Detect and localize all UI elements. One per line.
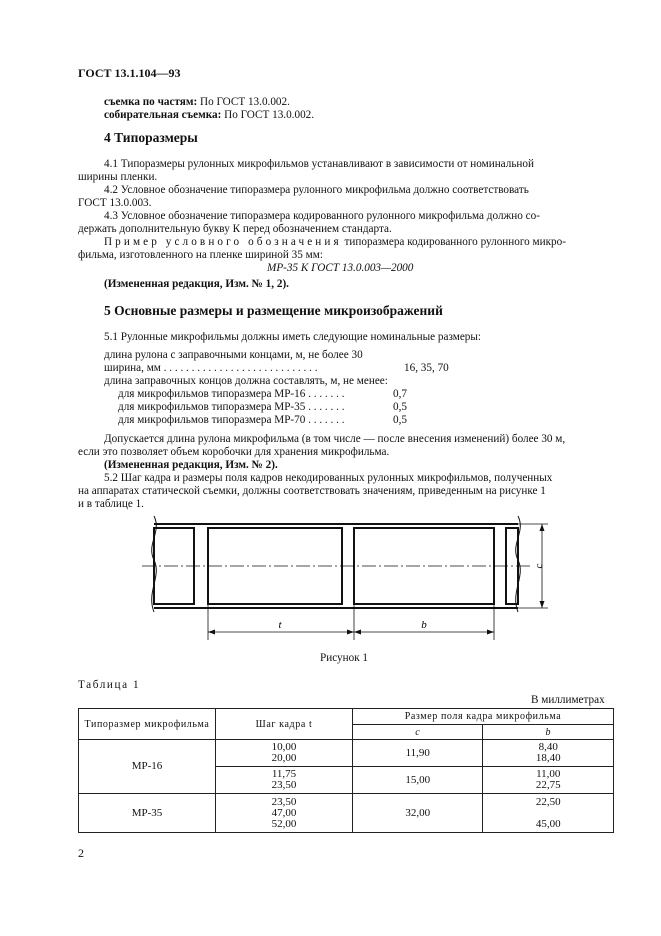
example-code: МР-35 К ГОСТ 13.0.003—2000 <box>267 262 414 274</box>
col-header-field: Размер поля кадра микрофильма <box>353 709 614 725</box>
cell-type: МР-16 <box>79 740 216 794</box>
col-header-type: Типоразмер микрофильма <box>79 709 216 740</box>
cell-steps: 11,75 23,50 <box>216 767 353 794</box>
dimension-label-t: t <box>278 619 282 631</box>
width-label: ширина, мм . . . . . . . . . . . . . . . . . . . . . . . . . . . . <box>104 362 318 374</box>
cell-c: 11,90 <box>353 740 483 767</box>
para-4-3-line-1: 4.3 Условное обозначение типоразмера кодированного рулонного микрофильма должно со- <box>104 210 540 222</box>
allow-line-1: Допускается длина рулона микрофильма (в том числе — после внесения изменений) более 30 м, <box>104 433 566 445</box>
cell-b: 8,40 18,40 <box>483 740 614 767</box>
para-5-2-line-3: и в таблице 1. <box>78 498 144 510</box>
intro-text-2: По ГОСТ 13.0.002. <box>221 109 315 121</box>
page-number: 2 <box>78 846 84 860</box>
section-4-heading: 4 Типоразмеры <box>104 130 198 145</box>
intro-line-1 <box>104 96 290 109</box>
para-5-2-line-1: 5.2 Шаг кадра и размеры поля кадров некодированных рулонных микрофильмов, полученных <box>104 472 553 484</box>
roll-length-label: длина рулона с заправочными концами, м, не более <box>104 349 349 361</box>
section-4-revision: (Измененная редакция, Изм. № 1, 2). <box>104 278 289 290</box>
table-1 <box>78 708 614 833</box>
mp16-value: 0,7 <box>393 388 407 400</box>
roll-length-value: 30 <box>351 349 363 361</box>
para-4-2-line-2: ГОСТ 13.0.003. <box>78 197 152 209</box>
col-header-b: b <box>483 725 614 740</box>
mp35-label: для микрофильмов типоразмера МР-35 . . . . . . . <box>118 401 345 413</box>
intro-line-2 <box>104 109 314 122</box>
cell-type: МР-35 <box>79 794 216 833</box>
section-5-revision: (Измененная редакция, Изм. № 2). <box>104 459 278 471</box>
intro-text-1: По ГОСТ 13.0.002. <box>197 96 290 108</box>
section-5-heading: 5 Основные размеры и размещение микроизображений <box>104 303 443 318</box>
table-row <box>79 740 614 767</box>
example-line-1 <box>104 236 566 249</box>
para-4-3-line-2: держать дополнительную букву К перед обозначением стандарта. <box>78 223 392 235</box>
width-value: 16, 35, 70 <box>404 362 449 374</box>
film-frame-figure <box>140 512 560 644</box>
col-header-c: c <box>353 725 483 740</box>
mp35-value: 0,5 <box>393 401 407 413</box>
roll-length-row <box>104 349 363 362</box>
cell-steps: 10,00 20,00 <box>216 740 353 767</box>
leader-label: длина заправочных концов должна составлять, м, не менее: <box>104 375 388 387</box>
document-header: ГОСТ 13.1.104—93 <box>78 66 181 80</box>
para-4-2-line-1: 4.2 Условное обозначение типоразмера рулонного микрофильма должно соответствовать <box>104 184 529 196</box>
para-5-2-line-2: на аппаратах статической съемки, должны соответствовать значениям, приведенным на рисунке 1 <box>78 485 546 497</box>
table-units: В миллиметрах <box>531 694 605 706</box>
example-spaced-label: Пример условного обозначения <box>104 236 342 248</box>
table-title: Таблица 1 <box>78 679 141 691</box>
width-row <box>104 362 318 375</box>
mp16-label: для микрофильмов типоразмера МР-16 . . . . . . . <box>118 388 345 400</box>
para-4-1-line-2: ширины пленки. <box>78 171 158 183</box>
table-row <box>79 794 614 833</box>
cell-steps: 23,50 47,00 52,00 <box>216 794 353 833</box>
allow-line-2: если это позволяет объем коробочки для хранения микрофильма. <box>78 446 390 458</box>
intro-label-2: собирательная съемка: <box>104 109 222 121</box>
mp70-label: для микрофильмов типоразмера МР-70 . . . . . . . <box>118 414 345 426</box>
para-4-1-line-1: 4.1 Типоразмеры рулонных микрофильмов устанавливают в зависимости от номинальной <box>104 158 534 170</box>
para-5-1: 5.1 Рулонные микрофильмы должны иметь следующие номинальные размеры: <box>104 331 482 343</box>
example-line-2: фильма, изготовленного на пленке шириной 35 мм: <box>78 249 323 261</box>
figure-caption: Рисунок 1 <box>320 652 369 664</box>
cell-c: 32,00 <box>353 794 483 833</box>
intro-label-1: съемка по частям: <box>104 96 198 108</box>
mp70-value: 0,5 <box>393 414 407 426</box>
col-header-step: Шаг кадра t <box>216 709 353 740</box>
cell-b: 11,00 22,75 <box>483 767 614 794</box>
cell-c: 15,00 <box>353 767 483 794</box>
dimension-label-c: c <box>533 563 545 569</box>
dimension-label-b: b <box>421 619 427 631</box>
cell-b: 22,50 45,00 <box>483 794 614 833</box>
example-rest: типоразмера кодированного рулонного микро- <box>341 236 566 248</box>
